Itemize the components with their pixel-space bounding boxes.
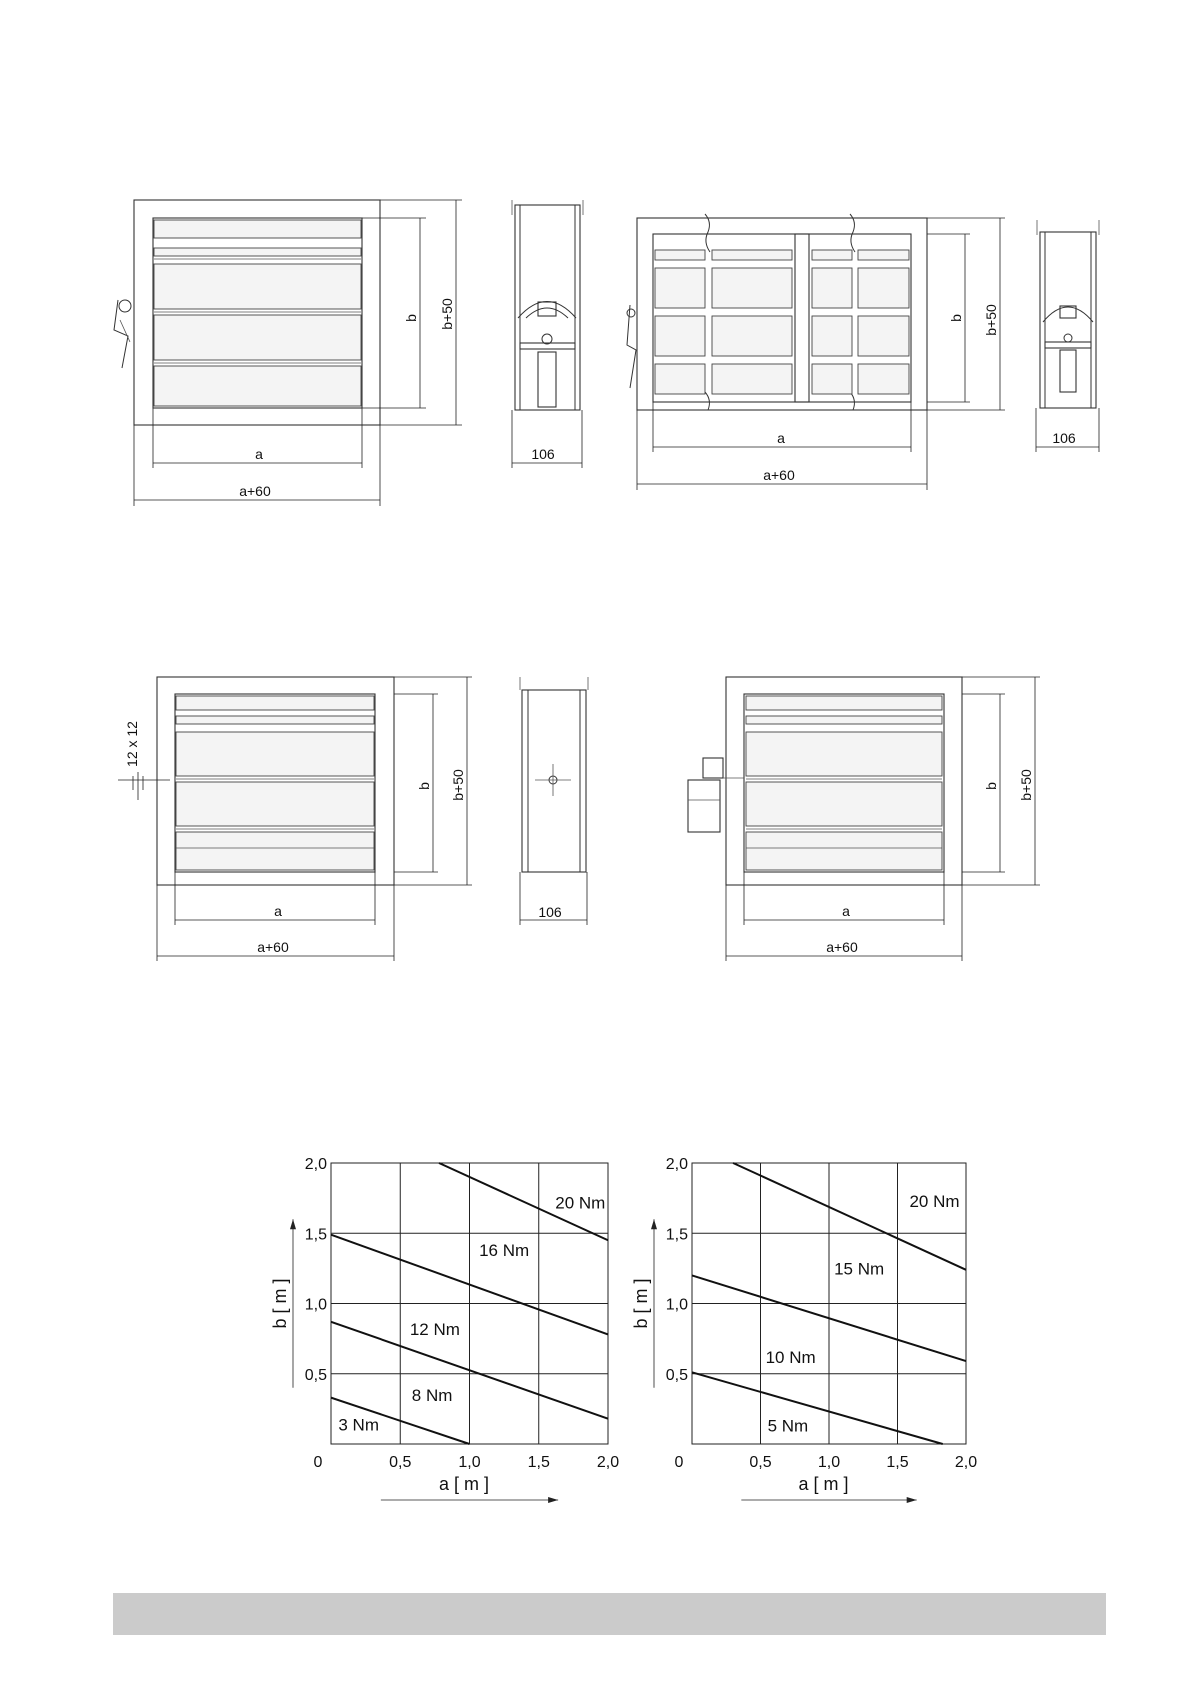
side-view-multi-section	[1036, 220, 1099, 452]
x-tick-label: 0,5	[749, 1454, 772, 1471]
origin-label: 0	[674, 1454, 684, 1471]
y-axis-label: b [ m ]	[631, 1278, 651, 1329]
curve-label: 12 Nm	[409, 1319, 460, 1339]
front-view-manual-lever	[114, 200, 462, 506]
shaft-size-label: 12 x 12	[124, 721, 140, 767]
y-axis-arrowhead	[651, 1219, 657, 1229]
curve-label: 20 Nm	[909, 1191, 960, 1211]
dim-a60: a+60	[239, 483, 271, 499]
y-tick-label: 1,0	[665, 1296, 688, 1314]
dim-depth: 106	[1052, 430, 1076, 446]
dim-depth: 106	[531, 446, 555, 462]
dim-b50: b+50	[450, 769, 466, 801]
x-tick-label: 1,5	[886, 1454, 909, 1471]
curve-label: 20 Nm	[555, 1193, 606, 1213]
curve-label: 15 Nm	[834, 1259, 885, 1279]
curve-label: 5 Nm	[767, 1416, 809, 1436]
y-tick-label: 2,0	[665, 1156, 688, 1173]
footer-bar	[113, 1593, 1106, 1635]
x-tick-label: 2,0	[954, 1454, 978, 1471]
x-axis-label: a [ m ]	[798, 1474, 849, 1494]
series-line-20-nm	[733, 1163, 966, 1270]
y-tick-label: 0,5	[304, 1366, 327, 1384]
front-view-actuator	[688, 677, 1040, 961]
side-view-manual-lever	[512, 200, 583, 468]
origin-label: 0	[313, 1454, 323, 1471]
dim-b: b	[416, 782, 432, 790]
y-tick-label: 1,5	[304, 1226, 327, 1244]
torque-chart-left	[270, 1156, 619, 1503]
curve-label: 3 Nm	[338, 1415, 380, 1435]
dim-a60: a+60	[257, 939, 289, 955]
dim-a: a	[255, 446, 263, 462]
curve-label: 16 Nm	[479, 1241, 530, 1261]
y-tick-label: 1,0	[304, 1296, 327, 1314]
torque-chart-right	[631, 1156, 977, 1503]
dim-b50: b+50	[439, 298, 455, 330]
dim-b50: b+50	[983, 304, 999, 336]
dim-a: a	[842, 903, 850, 919]
dim-b: b	[983, 782, 999, 790]
dim-a60: a+60	[763, 467, 795, 483]
dim-b50: b+50	[1018, 769, 1034, 801]
front-view-multi-section	[627, 214, 1005, 490]
x-tick-label: 1,0	[817, 1454, 841, 1471]
y-axis-label: b [ m ]	[270, 1278, 290, 1329]
y-tick-label: 0,5	[665, 1366, 688, 1384]
dim-b: b	[948, 314, 964, 322]
x-axis-arrowhead	[548, 1497, 558, 1503]
x-axis-arrowhead	[907, 1497, 917, 1503]
dim-a: a	[777, 430, 785, 446]
y-tick-label: 1,5	[665, 1226, 688, 1244]
y-axis-arrowhead	[290, 1219, 296, 1229]
x-tick-label: 1,0	[458, 1454, 481, 1471]
y-tick-label: 2,0	[304, 1156, 327, 1173]
side-view-shaft	[520, 677, 588, 925]
curve-label: 10 Nm	[765, 1347, 816, 1367]
x-axis-label: a [ m ]	[438, 1474, 489, 1494]
front-view-shaft	[118, 677, 472, 961]
dim-depth: 106	[538, 904, 562, 920]
curve-label: 8 Nm	[411, 1385, 453, 1405]
x-tick-label: 1,5	[527, 1454, 550, 1471]
dim-a: a	[274, 903, 282, 919]
x-tick-label: 0,5	[389, 1454, 412, 1471]
dim-b: b	[403, 314, 419, 322]
series-line-5-nm	[692, 1372, 943, 1444]
x-tick-label: 2,0	[596, 1454, 620, 1471]
dim-a60: a+60	[826, 939, 858, 955]
